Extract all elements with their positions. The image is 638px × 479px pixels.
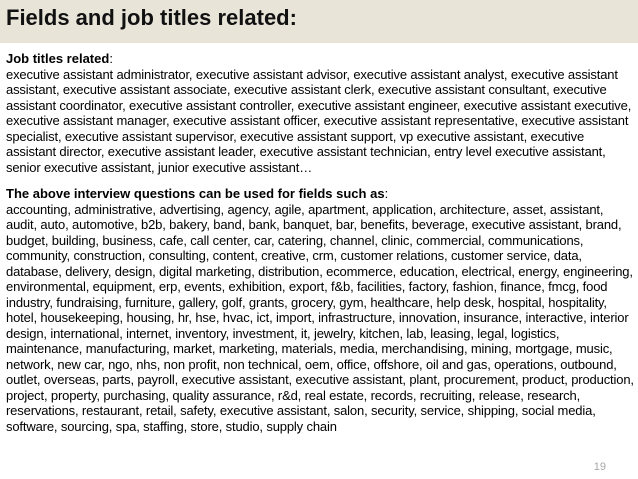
- fields-heading: [6, 186, 634, 202]
- page-number: 19: [593, 461, 606, 473]
- job-titles-label: Job titles related: [6, 51, 110, 66]
- job-titles-heading: [6, 51, 634, 67]
- slide-title: Fields and job titles related:: [6, 5, 297, 30]
- fields-label: The above interview questions can be used for fields such as: [6, 186, 385, 201]
- slide-body: [6, 51, 634, 434]
- job-titles-colon: :: [109, 51, 113, 66]
- fields-paragraph: accounting, administrative, advertising, agency, agile, apartment, application, architecture, asset, assistant, audit, auto, automotive, b2b, bakery, band, bank, banquet, bar, benefits, beverage, executive assistant, brand, budget, building, business, cafe, call center, car, catering, channel, clinic, commercial, communications, community, construction, consulting, content, creative, crm, customer relations, customer service, data, database, delivery, design, digital marketing, distribution, ecommerce, education, electrical, energy, engineering, environmental, equipment, erp, events, exhibition, export, f&b, facilities, factory, fashion, finance, fmcg, food industry, fundraising, furniture, gallery, golf, grants, grocery, gym, healthcare, help desk, hospital, hospitality, hotel, housekeeping, housing, hr, hse, hvac, ict, import, infrastructure, innovation, insurance, interactive, interior design, international, internet, inventory, investment, it, jewelry, kitchen, lab, leasing, legal, logistics, maintenance, manufacturing, market, marketing, materials, media, merchandising, mining, mortgage, music, network, new car, ngo, nhs, non profit, non technical, oem, office, offshore, oil and gas, operations, outbound, outlet, overseas, parts, payroll, executive assistant, executive assistant, plant, procurement, product, production, project, property, purchasing, quality assurance, r&d, real estate, records, recruiting, release, research, reservations, restaurant, retail, safety, executive assistant, salon, security, service, shipping, social media, software, sourcing, spa, staffing, store, studio, supply chain: [6, 201, 634, 434]
- job-titles-paragraph: executive assistant administrator, executive assistant advisor, executive assistant analyst, executive assistant assistant, executive assistant associate, executive assistant clerk, executive assistant consultant, executive assistant coordinator, executive assistant controller, executive assistant engineer, executive assistant executive, executive assistant manager, executive assistant officer, executive assistant representative, executive assistant specialist, executive assistant supervisor, executive assistant support, vp executive assistant, executive assistant director, executive assistant leader, executive assistant technician, entry level executive assistant, senior executive assistant, junior executive assistant…: [6, 66, 632, 175]
- fields-colon: :: [384, 186, 389, 201]
- title-bar: [0, 0, 638, 43]
- section-gap: [6, 175, 634, 186]
